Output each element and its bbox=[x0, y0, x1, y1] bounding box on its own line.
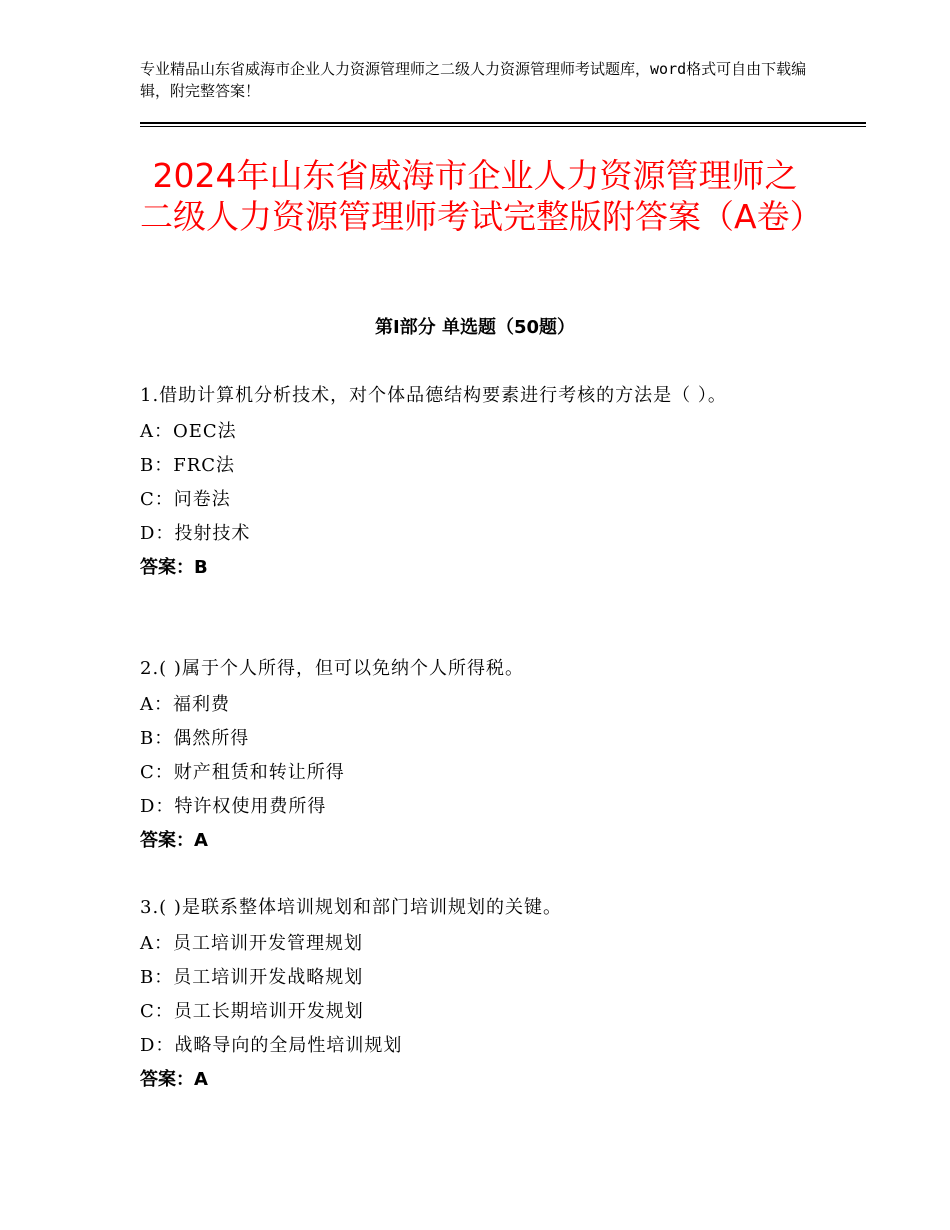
option-key: D： bbox=[140, 1035, 175, 1056]
option-text: OEC法 bbox=[173, 421, 237, 442]
option-text: 偶然所得 bbox=[173, 728, 250, 749]
question-stem: 3.( )是联系整体培训规划和部门培训规划的关键。 bbox=[140, 897, 562, 918]
option-a bbox=[140, 688, 830, 722]
option-key: A： bbox=[140, 694, 173, 715]
option-key: C： bbox=[140, 762, 174, 783]
option-key: C： bbox=[140, 489, 174, 510]
question-3 bbox=[140, 893, 830, 1097]
answer: 答案：A bbox=[140, 1069, 208, 1090]
option-a bbox=[140, 415, 830, 449]
question-1 bbox=[140, 381, 830, 585]
option-text: 财产租赁和转让所得 bbox=[173, 762, 345, 783]
option-text: 员工培训开发战略规划 bbox=[173, 967, 364, 988]
answer: 答案：B bbox=[140, 557, 208, 578]
option-c bbox=[140, 756, 830, 790]
option-key: B： bbox=[140, 455, 174, 476]
option-text: 员工培训开发管理规划 bbox=[173, 933, 363, 954]
answer: 答案：A bbox=[140, 830, 208, 851]
option-text: FRC法 bbox=[173, 455, 236, 476]
header-divider-thin bbox=[140, 126, 866, 127]
option-text: 员工长期培训开发规划 bbox=[173, 1001, 364, 1022]
question-stem: 1.借助计算机分析技术，对个体品德结构要素进行考核的方法是（ ）。 bbox=[140, 385, 727, 406]
option-b bbox=[140, 961, 830, 995]
option-key: D： bbox=[140, 796, 175, 817]
option-a bbox=[140, 927, 830, 961]
option-key: A： bbox=[140, 421, 173, 442]
option-d bbox=[140, 517, 830, 551]
header-note: 专业精品山东省威海市企业人力资源管理师之二级人力资源管理师考试题库，word格式可自由下载编辑，附完整答案！ bbox=[140, 60, 807, 100]
option-key: A： bbox=[140, 933, 173, 954]
option-text: 问卷法 bbox=[173, 489, 231, 510]
option-key: D： bbox=[140, 523, 175, 544]
option-key: C： bbox=[140, 1001, 174, 1022]
question-stem: 2.( )属于个人所得，但可以免纳个人所得税。 bbox=[140, 658, 524, 679]
option-c bbox=[140, 483, 830, 517]
option-b bbox=[140, 449, 830, 483]
option-text: 战略导向的全局性培训规划 bbox=[174, 1035, 403, 1056]
option-text: 福利费 bbox=[173, 694, 230, 715]
document-title: 2024年山东省威海市企业人力资源管理师之二级人力资源管理师考试完整版附答案（A卷） bbox=[140, 156, 823, 236]
option-d bbox=[140, 1029, 830, 1063]
option-text: 特许权使用费所得 bbox=[174, 796, 327, 817]
option-key: B： bbox=[140, 967, 174, 988]
option-d bbox=[140, 790, 830, 824]
question-2 bbox=[140, 654, 830, 858]
option-c bbox=[140, 995, 830, 1029]
option-key: B： bbox=[140, 728, 174, 749]
header-divider bbox=[140, 122, 866, 124]
option-text: 投射技术 bbox=[174, 523, 251, 544]
option-b bbox=[140, 722, 830, 756]
section-title: 第Ⅰ部分 单选题（50题） bbox=[374, 317, 575, 338]
